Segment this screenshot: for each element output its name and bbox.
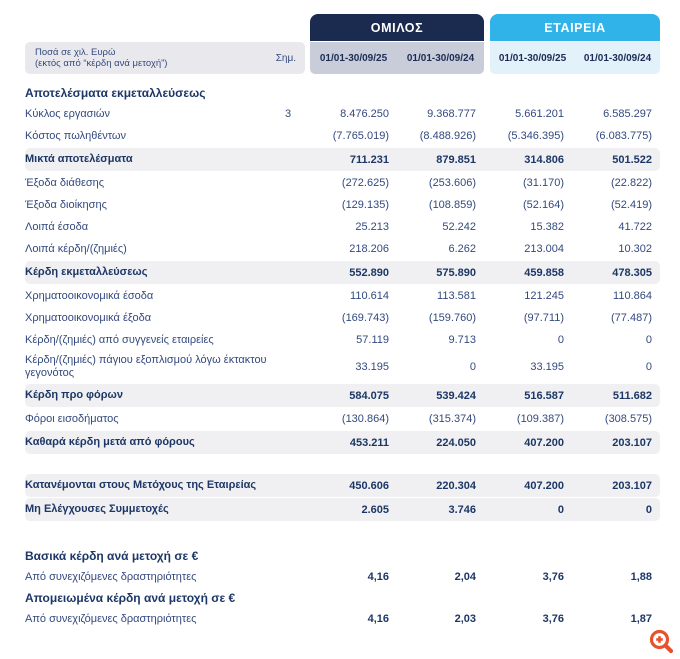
row-value: (22.822) <box>611 177 652 189</box>
row-value: 2.605 <box>361 503 389 516</box>
row-label: Κέρδη προ φόρων <box>25 389 123 401</box>
row-value: 4,16 <box>367 571 389 583</box>
row-value: (31.170) <box>523 177 564 189</box>
row-value: 113.581 <box>437 290 476 302</box>
row-value: (5.346.395) <box>507 130 564 142</box>
table-row-total <box>25 498 660 521</box>
table-row <box>25 216 660 238</box>
table-row-total <box>25 431 660 454</box>
zoom-in-icon[interactable] <box>648 628 675 655</box>
row-value: (169.743) <box>341 312 389 324</box>
column-group-tabs <box>25 14 660 41</box>
row-value: (7.765.019) <box>332 130 389 142</box>
row-value: 6.585.297 <box>603 108 652 120</box>
units-note-line2: (εκτός από “κέρδη ανά μετοχή”) <box>35 58 168 69</box>
period-header: 01/01-30/09/24 <box>583 52 652 64</box>
row-value: 575.890 <box>436 266 476 279</box>
row-value: 218.206 <box>349 243 389 255</box>
row-value: 516.587 <box>524 389 564 402</box>
row-label: Κύκλος εργασιών <box>25 107 111 120</box>
row-value: 220.304 <box>436 479 476 492</box>
table-row <box>25 566 660 588</box>
row-value: 9.713 <box>448 334 476 346</box>
row-value: 3,76 <box>542 613 564 625</box>
row-value: 213.004 <box>524 243 564 255</box>
row-value: 1,87 <box>630 613 652 625</box>
row-value: 511.682 <box>612 389 652 402</box>
row-value: 407.200 <box>524 436 564 449</box>
table-row <box>25 238 660 260</box>
row-value: 3,76 <box>542 571 564 583</box>
row-label: Απομειωμένα κέρδη ανά μετοχή σε € <box>25 590 236 605</box>
row-value: 110.864 <box>613 290 652 302</box>
row-value: 15.382 <box>530 221 564 233</box>
row-value: 5.661.201 <box>515 108 564 120</box>
row-value: 10.302 <box>618 243 652 255</box>
row-value: 224.050 <box>436 436 476 449</box>
row-value: 2,04 <box>454 571 476 583</box>
row-value: (97.711) <box>523 312 564 324</box>
table-row <box>25 351 660 383</box>
row-value: 33.195 <box>355 361 389 373</box>
row-label: Βασικά κέρδη ανά μετοχή σε € <box>25 548 199 563</box>
row-value: (253.606) <box>428 177 476 189</box>
row-value: 0 <box>469 361 476 373</box>
row-label: Χρηματοοικονομικά έξοδα <box>25 311 152 324</box>
row-value: 478.305 <box>612 266 652 279</box>
row-value: 1,88 <box>630 571 652 583</box>
row-value: 0 <box>645 361 652 373</box>
row-value: 203.107 <box>612 479 652 492</box>
period-header: 01/01-30/09/24 <box>406 52 475 64</box>
row-value: 501.522 <box>612 153 652 166</box>
row-value: 0 <box>645 334 652 346</box>
row-label: Λοιπά έσοδα <box>25 220 89 233</box>
row-value: 584.075 <box>349 389 389 402</box>
row-value: 879.851 <box>436 153 476 166</box>
row-value: 203.107 <box>612 436 652 449</box>
row-value: 450.606 <box>349 479 389 492</box>
row-value: (6.083.775) <box>595 130 652 142</box>
row-value: (130.864) <box>341 413 389 425</box>
tab-company-etaireia: ΕΤΑΙΡΕΙΑ <box>490 14 660 41</box>
row-label: Κέρδη/(ζημιές) από συγγενείς εταιρείες <box>25 333 214 346</box>
row-label: Κατανέμονται στους Μετόχους της Εταιρείας <box>25 479 257 491</box>
tab-group-omilos: ΟΜΙΛΟΣ <box>310 14 484 41</box>
row-value: (77.487) <box>611 312 652 324</box>
row-value: 711.231 <box>349 153 389 166</box>
row-value: 0 <box>557 334 564 346</box>
row-value: (52.164) <box>523 199 564 211</box>
row-value: 453.211 <box>349 436 389 449</box>
table-subheader <box>25 42 660 74</box>
row-value: (109.387) <box>516 413 564 425</box>
section-spacer <box>25 455 660 473</box>
row-label: Έξοδα διοίκησης <box>25 198 107 211</box>
row-label: Έξοδα διάθεσης <box>25 176 105 189</box>
row-value: 110.614 <box>350 290 389 302</box>
row-note: 3 <box>284 108 292 120</box>
row-value: 9.368.777 <box>427 108 476 120</box>
row-label: Κέρδη εκμεταλλεύσεως <box>25 266 148 278</box>
row-value: 25.213 <box>355 221 389 233</box>
row-value: (272.625) <box>341 177 389 189</box>
row-value: 459.858 <box>524 266 564 279</box>
row-label: Φόροι εισοδήματος <box>25 412 119 425</box>
row-label: Χρηματοοικονομικά έσοδα <box>25 289 154 302</box>
row-value: (308.575) <box>604 413 652 425</box>
row-label: Από συνεχιζόμενες δραστηριότητες <box>25 570 197 583</box>
section-row <box>25 83 660 103</box>
table-row-total <box>25 148 660 171</box>
row-value: 0 <box>645 503 652 516</box>
period-header: 01/01-30/09/25 <box>498 52 567 64</box>
row-value: (8.488.926) <box>419 130 476 142</box>
group-period-headers <box>310 42 484 74</box>
table-row <box>25 329 660 351</box>
row-label: Από συνεχιζόμενες δραστηριότητες <box>25 612 197 625</box>
row-value: 52.242 <box>442 221 476 233</box>
table-row <box>25 103 660 125</box>
note-column-header: Σημ. <box>275 52 296 64</box>
row-value: 3.746 <box>448 503 476 516</box>
section-row <box>25 588 660 608</box>
table-row <box>25 172 660 194</box>
row-value: 407.200 <box>524 479 564 492</box>
table-row-total <box>25 261 660 284</box>
row-value: 552.890 <box>349 266 389 279</box>
table-body <box>25 83 660 630</box>
row-value: (129.135) <box>341 199 389 211</box>
row-value: 8.476.250 <box>340 108 389 120</box>
units-note-block <box>25 42 305 74</box>
row-value: 41.722 <box>618 221 652 233</box>
row-value: 4,16 <box>367 613 389 625</box>
row-label: Αποτελέσματα εκμεταλλεύσεως <box>25 85 206 100</box>
row-label: Κόστος πωληθέντων <box>25 129 127 142</box>
row-value: (315.374) <box>428 413 476 425</box>
table-row <box>25 125 660 147</box>
table-row-total <box>25 474 660 497</box>
row-label: Καθαρά κέρδη μετά από φόρους <box>25 436 195 448</box>
row-label: Μικτά αποτελέσματα <box>25 153 133 165</box>
table-row-total <box>25 384 660 407</box>
row-value: 57.119 <box>356 334 389 346</box>
table-row <box>25 608 660 630</box>
row-value: (159.760) <box>428 312 476 324</box>
row-label: Λοιπά κέρδη/(ζημιές) <box>25 242 127 255</box>
table-row <box>25 307 660 329</box>
period-header: 01/01-30/09/25 <box>319 52 388 64</box>
row-value: 539.424 <box>436 389 476 402</box>
table-row <box>25 408 660 430</box>
row-label: Μη Ελέγχουσες Συμμετοχές <box>25 503 169 515</box>
company-period-headers <box>490 42 660 74</box>
units-note-line1: Ποσά σε χιλ. Ευρώ <box>35 47 116 58</box>
row-value: 121.245 <box>524 290 564 302</box>
section-row <box>25 546 660 566</box>
units-note <box>35 47 167 69</box>
row-value: 6.262 <box>448 243 476 255</box>
row-value: 314.806 <box>524 153 564 166</box>
table-row <box>25 285 660 307</box>
row-value: 0 <box>557 503 564 516</box>
row-value: (108.859) <box>428 199 476 211</box>
row-value: 33.195 <box>530 361 564 373</box>
table-row <box>25 194 660 216</box>
section-spacer <box>25 522 660 546</box>
row-value: 2,03 <box>454 613 476 625</box>
row-label: Κέρδη/(ζημιές) πάγιου εξοπλισμού λόγω έκτακτου γεγονότος <box>25 354 267 379</box>
row-value: (52.419) <box>611 199 652 211</box>
